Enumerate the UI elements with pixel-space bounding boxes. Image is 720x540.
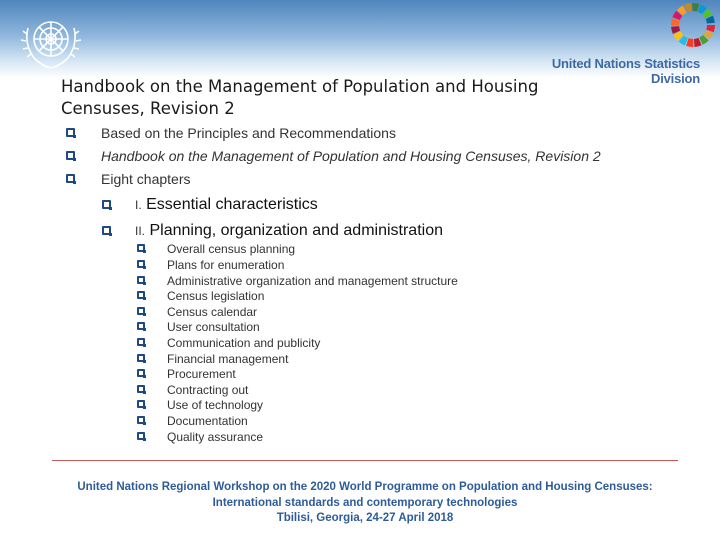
subtopic-text: Use of technology [167, 398, 264, 412]
list-item-text: Based on the Principles and Recommendations [101, 125, 396, 141]
checkbox-bullet-icon [137, 400, 145, 408]
subtopic-text: Quality assurance [167, 430, 264, 444]
subtopic-text: Overall census planning [167, 242, 296, 256]
checkbox-bullet-icon [137, 291, 145, 299]
subtopic-text: Administrative organization and management structure [167, 274, 458, 288]
subtopic-text: Financial management [167, 352, 289, 366]
chapter-title: Planning, organization and administration [149, 222, 443, 239]
checkbox-bullet-icon [137, 354, 145, 362]
sdg-wheel-icon [668, 0, 718, 50]
subtopic-text: Contracting out [167, 383, 249, 397]
footer-divider [52, 460, 678, 461]
checkbox-bullet-icon [66, 174, 75, 183]
list-item-text: Handbook on the Management of Population and Housing Censuses, Revision 2 [101, 148, 601, 164]
footer-line-3: Tbilisi, Georgia, 24-27 April 2018 [276, 512, 454, 524]
footer-line-1: United Nations Regional Workshop on the 2020 World Programme on Population and Housing Censuses: [77, 481, 653, 493]
subtopic-text: Documentation [167, 414, 248, 428]
subtopic-text: User consultation [167, 320, 260, 334]
page-title [61, 76, 621, 120]
chapter-text [135, 222, 443, 240]
title-line-1: Handbook on the Management of Population and Housing [61, 77, 539, 96]
chapter-number: II. [135, 224, 146, 238]
chapter-title: Essential characteristics [146, 196, 318, 213]
checkbox-bullet-icon [137, 244, 145, 252]
subtopic-text: Procurement [167, 367, 236, 381]
checkbox-bullet-icon [137, 260, 145, 268]
checkbox-bullet-icon [137, 385, 145, 393]
checkbox-bullet-icon [137, 416, 145, 424]
checkbox-bullet-icon [137, 432, 145, 440]
checkbox-bullet-icon [102, 200, 111, 209]
subtopic-text: Communication and publicity [167, 336, 321, 350]
chapter-number: I. [135, 198, 142, 212]
subtopic-text: Census calendar [167, 305, 258, 319]
footer [40, 480, 690, 527]
checkbox-bullet-icon [137, 338, 145, 346]
division-name: United Nations Statistics Division [551, 56, 700, 86]
list-item-text: Eight chapters [101, 171, 191, 187]
checkbox-bullet-icon [66, 151, 75, 160]
subtopic-text: Census legislation [167, 289, 265, 303]
title-line-2: Censuses, Revision 2 [61, 99, 235, 118]
checkbox-bullet-icon [137, 307, 145, 315]
chapter-text [135, 196, 318, 214]
checkbox-bullet-icon [137, 322, 145, 330]
checkbox-bullet-icon [137, 276, 145, 284]
un-emblem-icon [18, 8, 84, 74]
checkbox-bullet-icon [66, 128, 75, 137]
checkbox-bullet-icon [102, 226, 111, 235]
checkbox-bullet-icon [137, 369, 145, 377]
footer-line-2: International standards and contemporary technologies [212, 496, 518, 509]
subtopic-text: Plans for enumeration [167, 258, 285, 272]
